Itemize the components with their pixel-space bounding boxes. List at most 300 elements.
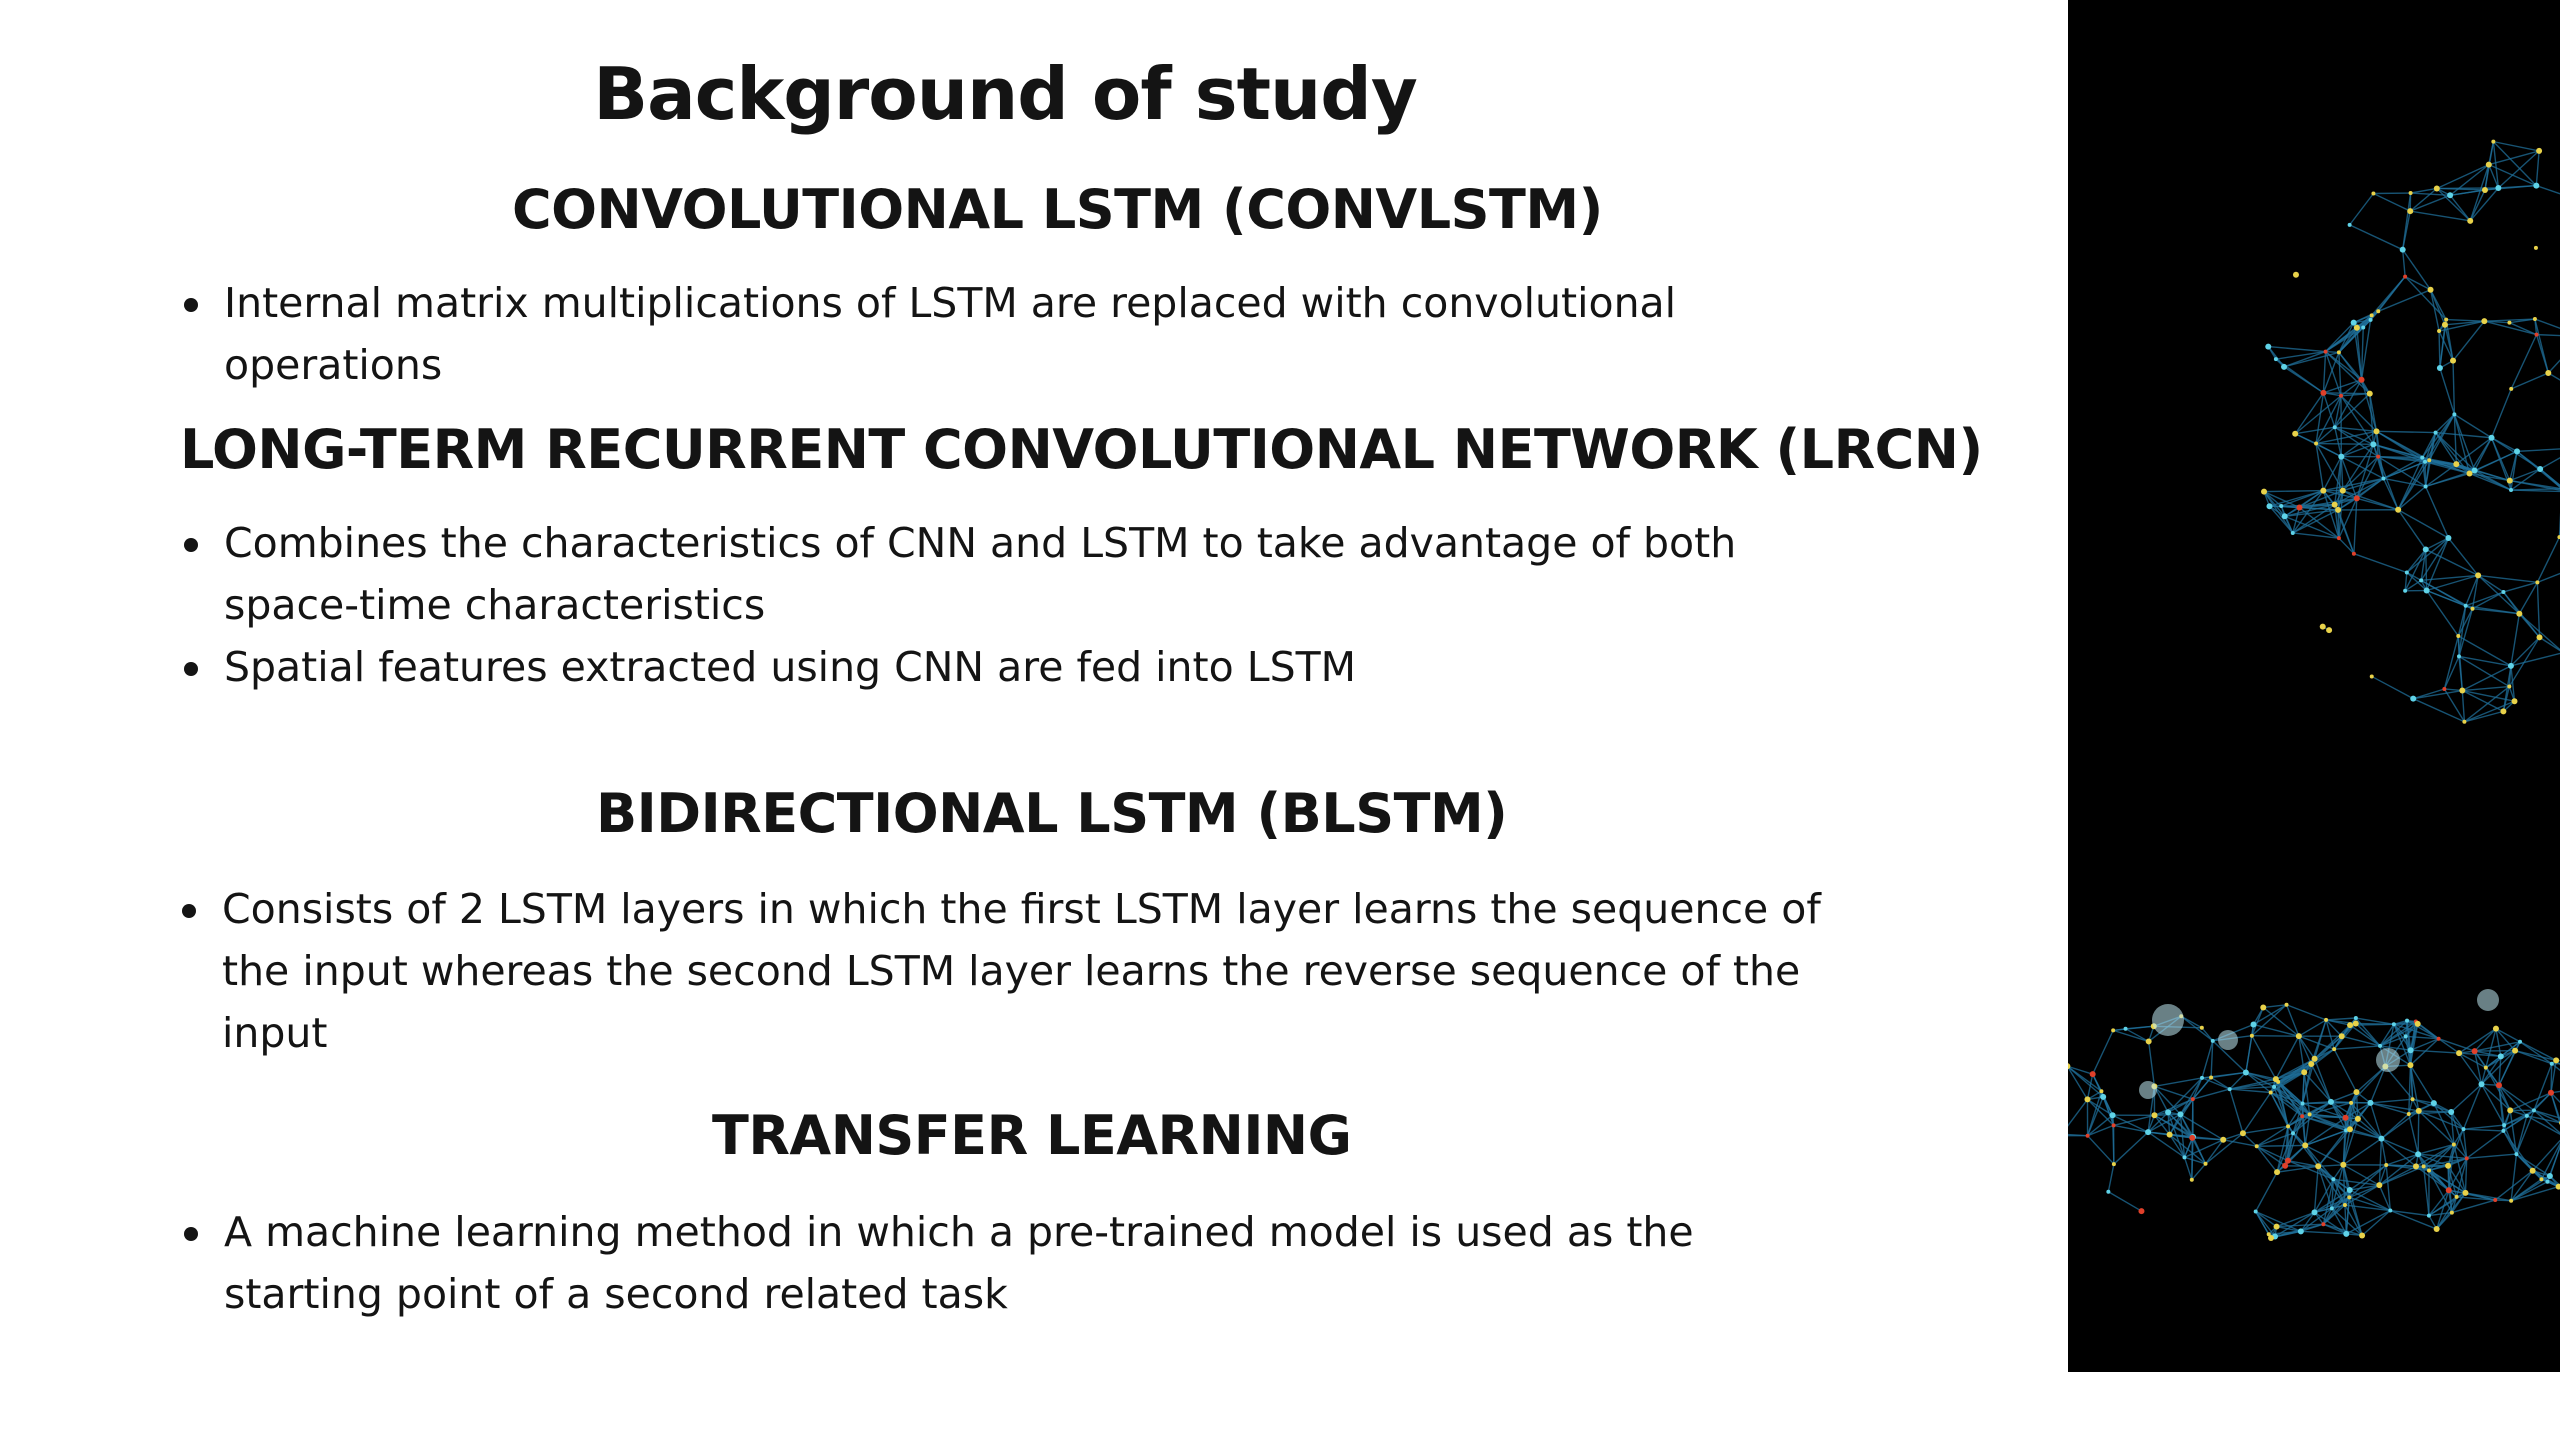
mesh-link bbox=[2536, 151, 2539, 186]
mesh-node bbox=[2448, 1109, 2454, 1115]
mesh-node bbox=[2537, 634, 2543, 640]
mesh-node bbox=[2388, 1209, 2392, 1213]
mesh-node bbox=[2479, 1081, 2485, 1087]
mesh-node bbox=[2453, 461, 2459, 467]
mesh-node bbox=[2191, 1097, 2195, 1101]
mesh-node bbox=[2459, 688, 2465, 694]
mesh-node bbox=[2343, 1231, 2349, 1237]
mesh-node bbox=[2279, 504, 2283, 508]
mesh-node bbox=[2427, 1168, 2431, 1172]
mesh-node bbox=[2428, 287, 2434, 293]
mesh-node bbox=[2354, 325, 2360, 331]
mesh-node bbox=[2340, 488, 2346, 494]
mesh-node bbox=[2190, 1178, 2194, 1182]
mesh-node bbox=[2320, 488, 2326, 494]
mesh-node bbox=[2392, 1022, 2396, 1026]
mesh-node bbox=[2359, 1232, 2365, 1238]
mesh-link bbox=[2472, 592, 2503, 609]
mesh-link bbox=[2068, 1066, 2103, 1097]
mesh-node bbox=[2507, 685, 2511, 689]
mesh-node bbox=[2373, 428, 2379, 434]
mesh-node bbox=[2450, 1211, 2454, 1215]
section-heading-lrcn: LONG-TERM RECURRENT CONVOLUTIONAL NETWORK (LRCN) bbox=[180, 418, 1983, 481]
mesh-link bbox=[2489, 142, 2494, 165]
mesh-node bbox=[2265, 344, 2271, 350]
mesh-node bbox=[2332, 1047, 2336, 1051]
mesh-node bbox=[2502, 1123, 2506, 1127]
mesh-link bbox=[2211, 1072, 2246, 1077]
neural-network-mesh-icon bbox=[2068, 0, 2560, 1372]
list-item bbox=[184, 272, 1884, 396]
mesh-link bbox=[2486, 1068, 2510, 1111]
mesh-link bbox=[2192, 1164, 2206, 1180]
mesh-node bbox=[2145, 1129, 2151, 1135]
mesh-node bbox=[2189, 1135, 2195, 1141]
mesh-node bbox=[2424, 588, 2430, 594]
mesh-node bbox=[2482, 187, 2488, 193]
mesh-node bbox=[2328, 1099, 2334, 1105]
mesh-link bbox=[2350, 225, 2403, 250]
section-heading-blstm: BIDIRECTIONAL LSTM (BLSTM) bbox=[596, 782, 1508, 845]
mesh-node bbox=[2423, 546, 2429, 552]
mesh-node bbox=[2518, 1040, 2522, 1044]
mesh-node bbox=[2343, 1115, 2349, 1121]
mesh-link bbox=[2450, 195, 2470, 221]
mesh-link bbox=[2343, 1139, 2381, 1165]
mesh-node bbox=[2250, 1034, 2254, 1038]
mesh-node bbox=[2292, 431, 2298, 437]
mesh-node bbox=[2100, 1094, 2106, 1100]
mesh-node bbox=[2348, 223, 2352, 227]
mesh-node bbox=[2324, 1018, 2328, 1022]
bullet-list-lrcn bbox=[184, 512, 1844, 698]
mesh-link bbox=[2418, 1111, 2419, 1154]
mesh-node bbox=[2493, 1026, 2499, 1032]
mesh-link bbox=[2493, 142, 2536, 186]
mesh-link bbox=[2284, 352, 2326, 367]
mesh-link bbox=[2354, 554, 2407, 573]
mesh-link bbox=[2439, 331, 2440, 368]
mesh-node bbox=[2359, 377, 2365, 383]
mesh-node bbox=[2419, 578, 2423, 582]
mesh-node bbox=[2534, 246, 2538, 250]
mesh-node bbox=[2532, 1108, 2536, 1112]
mesh-link bbox=[2068, 1099, 2087, 1134]
mesh-node bbox=[2509, 1199, 2513, 1203]
mesh-node bbox=[2286, 1124, 2290, 1128]
mesh-node bbox=[2405, 570, 2409, 574]
mesh-link bbox=[2426, 549, 2427, 590]
slide-title: Background of study bbox=[593, 52, 1417, 136]
mesh-node bbox=[2512, 1048, 2518, 1054]
mesh-node bbox=[2472, 467, 2478, 473]
mesh-link bbox=[2252, 1036, 2276, 1079]
mesh-link bbox=[2357, 498, 2398, 509]
mesh-node bbox=[2338, 454, 2344, 460]
mesh-node bbox=[2332, 502, 2338, 508]
mesh-node bbox=[2535, 333, 2539, 337]
mesh-node bbox=[2434, 1226, 2440, 1232]
mesh-link bbox=[2193, 1089, 2230, 1099]
mesh-link bbox=[2381, 1139, 2416, 1167]
mesh-node bbox=[2409, 191, 2413, 195]
mesh-node bbox=[2274, 357, 2278, 361]
mesh-node bbox=[2415, 1021, 2421, 1027]
mesh-node bbox=[2337, 350, 2341, 354]
mesh-node bbox=[2352, 552, 2356, 556]
mesh-link bbox=[2556, 1060, 2560, 1087]
mesh-node bbox=[2250, 1022, 2256, 1028]
mesh-node bbox=[2112, 1162, 2116, 1166]
mesh-node bbox=[2545, 1180, 2549, 1184]
mesh-link bbox=[2434, 1103, 2464, 1129]
mesh-link bbox=[2354, 498, 2357, 553]
mesh-node bbox=[2321, 1222, 2325, 1226]
mesh-link bbox=[2114, 1115, 2155, 1125]
mesh-node bbox=[2274, 1169, 2280, 1175]
mesh-link bbox=[2376, 431, 2435, 432]
mesh-node bbox=[2211, 1039, 2215, 1043]
mesh-link bbox=[2439, 1039, 2459, 1053]
mesh-node bbox=[2146, 1038, 2152, 1044]
bullet-dot bbox=[182, 904, 196, 918]
mesh-node bbox=[2423, 460, 2427, 464]
mesh-node bbox=[2370, 441, 2376, 447]
mesh-node bbox=[2400, 247, 2406, 253]
mesh-node bbox=[2331, 1177, 2335, 1181]
mesh-node bbox=[2507, 321, 2511, 325]
list-item bbox=[182, 878, 1842, 1064]
mesh-node bbox=[2450, 358, 2456, 364]
mesh-link bbox=[2439, 1039, 2475, 1051]
mesh-link bbox=[2520, 1042, 2556, 1061]
mesh-link bbox=[2277, 1227, 2301, 1232]
mesh-node bbox=[2420, 456, 2424, 460]
mesh-node bbox=[2508, 663, 2514, 669]
mesh-link bbox=[2548, 336, 2560, 373]
mesh-link bbox=[2446, 320, 2484, 322]
mesh-node bbox=[2320, 390, 2326, 396]
mesh-node bbox=[2395, 507, 2401, 513]
mesh-node bbox=[2545, 370, 2551, 376]
mesh-link bbox=[2418, 1024, 2439, 1039]
mesh-node bbox=[2500, 708, 2506, 714]
mesh-link bbox=[2467, 1131, 2504, 1158]
mesh-link bbox=[2436, 433, 2492, 438]
mesh-node bbox=[2452, 412, 2456, 416]
mesh-link bbox=[2464, 1125, 2505, 1129]
mesh-link bbox=[2451, 1084, 2481, 1112]
mesh-link bbox=[2068, 1066, 2101, 1091]
bullet-text: A machine learning method in which a pre-trained model is used as the starting point of a second related task bbox=[224, 1208, 1694, 1318]
mesh-node bbox=[2110, 1112, 2116, 1118]
mesh-link bbox=[2246, 1025, 2254, 1073]
mesh-node bbox=[2456, 1050, 2462, 1056]
mesh-node bbox=[2353, 1089, 2359, 1095]
mesh-node bbox=[2347, 1126, 2353, 1132]
mesh-node bbox=[2553, 1057, 2559, 1063]
mesh-node bbox=[2326, 627, 2332, 633]
mesh-node bbox=[2355, 1116, 2361, 1122]
mesh-link bbox=[2381, 1139, 2418, 1155]
mesh-node bbox=[2308, 1112, 2312, 1116]
mesh-node bbox=[2370, 674, 2374, 678]
mesh-node bbox=[2462, 1190, 2468, 1196]
mesh-node bbox=[2462, 1127, 2466, 1131]
mesh-node bbox=[2260, 1004, 2266, 1010]
mesh-link bbox=[2537, 562, 2560, 583]
mesh-link bbox=[2427, 538, 2449, 590]
mesh-node bbox=[2240, 1130, 2246, 1136]
neural-network-mesh-image bbox=[2068, 0, 2560, 1372]
mesh-node bbox=[2489, 435, 2495, 441]
mesh-link bbox=[2192, 1099, 2193, 1138]
mesh-link bbox=[2378, 457, 2398, 510]
mesh-node bbox=[2548, 1090, 2554, 1096]
mesh-link bbox=[2370, 1066, 2385, 1102]
mesh-link bbox=[2540, 448, 2560, 469]
mesh-node bbox=[2285, 1003, 2289, 1007]
mesh-node bbox=[2200, 1026, 2204, 1030]
mesh-link bbox=[2403, 193, 2411, 250]
bullet-text: Spatial features extracted using CNN are fed into LSTM bbox=[224, 643, 1357, 691]
mesh-link bbox=[2537, 335, 2560, 337]
mesh-link bbox=[2534, 1064, 2552, 1111]
mesh-node bbox=[2481, 318, 2487, 324]
mesh-node bbox=[2415, 1151, 2421, 1157]
mesh-node bbox=[2370, 313, 2374, 317]
mesh-link bbox=[2093, 1030, 2113, 1074]
mesh-node bbox=[2266, 503, 2272, 509]
mesh-link bbox=[2398, 487, 2425, 510]
mesh-link bbox=[2398, 510, 2448, 538]
bullet-list-blstm bbox=[182, 878, 1842, 1064]
mesh-link bbox=[2466, 592, 2504, 606]
mesh-node bbox=[2200, 1076, 2204, 1080]
mesh-link bbox=[2411, 1050, 2459, 1053]
bullet-dot bbox=[184, 298, 198, 312]
mesh-node bbox=[2335, 507, 2341, 513]
mesh-node bbox=[2413, 1163, 2419, 1169]
mesh-node bbox=[2462, 720, 2466, 724]
mesh-node bbox=[2330, 1206, 2334, 1210]
mesh-node bbox=[2407, 1112, 2411, 1116]
mesh-node bbox=[2533, 183, 2539, 189]
mesh-link bbox=[2370, 1099, 2412, 1103]
mesh-node bbox=[2455, 1195, 2459, 1199]
mesh-node bbox=[2475, 572, 2481, 578]
mesh-link bbox=[2264, 491, 2323, 492]
mesh-node bbox=[2349, 1101, 2353, 1105]
mesh-node bbox=[2427, 1214, 2431, 1218]
mesh-node bbox=[2111, 1028, 2115, 1032]
mesh-node bbox=[2447, 192, 2453, 198]
mesh-node bbox=[2099, 1089, 2103, 1093]
mesh-node bbox=[2437, 1037, 2441, 1041]
mesh-node bbox=[2301, 1101, 2305, 1105]
mesh-node bbox=[2424, 485, 2428, 489]
mesh-link bbox=[2323, 393, 2369, 394]
mesh-node bbox=[2465, 1156, 2469, 1160]
mesh-link bbox=[2398, 510, 2426, 550]
mesh-node bbox=[2405, 1019, 2409, 1023]
mesh-node bbox=[2514, 1152, 2518, 1156]
mesh-node bbox=[2112, 1123, 2116, 1127]
mesh-link bbox=[2492, 389, 2512, 438]
mesh-node bbox=[2243, 1069, 2249, 1075]
mesh-node bbox=[2333, 425, 2337, 429]
mesh-node bbox=[2312, 1056, 2318, 1062]
mesh-node bbox=[2268, 1235, 2274, 1241]
mesh-link bbox=[2257, 1146, 2277, 1172]
mesh-node bbox=[2106, 1190, 2110, 1194]
mesh-node bbox=[2261, 489, 2267, 495]
mesh-link bbox=[2088, 1136, 2114, 1164]
mesh-link bbox=[2315, 1059, 2331, 1102]
mesh-link bbox=[2192, 1138, 2223, 1140]
mesh-link bbox=[2410, 195, 2450, 211]
mesh-node bbox=[2403, 275, 2407, 279]
mesh-node bbox=[2507, 1107, 2513, 1113]
bullet-text: Internal matrix multiplications of LSTM are replaced with convolutional operations bbox=[224, 279, 1677, 389]
mesh-link bbox=[2149, 1041, 2155, 1086]
mesh-node bbox=[2285, 1158, 2291, 1164]
mesh-link bbox=[2426, 549, 2478, 575]
mesh-node bbox=[2501, 590, 2505, 594]
mesh-node bbox=[2550, 1062, 2554, 1066]
mesh-node bbox=[2411, 1097, 2415, 1101]
mesh-node bbox=[2384, 1163, 2388, 1167]
mesh-node bbox=[2308, 1061, 2314, 1067]
mesh-node bbox=[2509, 387, 2513, 391]
mesh-node bbox=[2472, 1048, 2478, 1054]
mesh-node bbox=[2272, 1085, 2276, 1089]
mesh-node bbox=[2493, 1198, 2497, 1202]
mesh-node bbox=[2407, 1062, 2413, 1068]
mesh-node bbox=[2371, 191, 2375, 195]
mesh-node bbox=[2311, 1209, 2317, 1215]
mesh-node bbox=[2442, 322, 2448, 328]
mesh-node bbox=[2138, 1208, 2144, 1214]
mesh-node bbox=[2339, 1033, 2345, 1039]
mesh-node bbox=[2320, 624, 2326, 630]
mesh-node bbox=[2084, 1096, 2090, 1102]
mesh-link bbox=[2184, 1157, 2191, 1179]
mesh-link bbox=[2326, 320, 2371, 352]
mesh-node bbox=[2442, 687, 2446, 691]
mesh-node bbox=[2300, 1114, 2304, 1118]
mesh-node bbox=[2298, 1228, 2304, 1234]
mesh-node bbox=[2347, 1187, 2353, 1193]
mesh-link bbox=[2533, 1136, 2560, 1170]
mesh-link bbox=[2332, 1208, 2346, 1234]
mesh-node bbox=[2486, 162, 2492, 168]
mesh-link bbox=[2429, 1190, 2449, 1215]
mesh-node bbox=[2209, 1076, 2213, 1080]
mesh-link bbox=[2551, 1064, 2552, 1093]
mesh-node bbox=[2090, 1071, 2096, 1077]
mesh-node bbox=[2376, 1182, 2382, 1188]
mesh-node bbox=[2444, 318, 2448, 322]
bullet-text: Consists of 2 LSTM layers in which the first LSTM layer learns the sequence of the input whereas the second LSTM layer learns the reverse sequence of the input bbox=[222, 885, 1821, 1057]
mesh-link bbox=[2114, 1132, 2148, 1164]
mesh-node bbox=[2347, 1022, 2353, 1028]
mesh-node bbox=[2269, 1090, 2273, 1094]
mesh-link bbox=[2230, 1089, 2271, 1092]
mesh-node bbox=[2343, 1203, 2347, 1207]
mesh-node bbox=[2274, 1224, 2280, 1230]
mesh-node bbox=[2464, 604, 2468, 608]
mesh-node bbox=[2182, 1155, 2186, 1159]
mesh-link bbox=[2515, 1051, 2552, 1064]
mesh-link bbox=[2482, 1084, 2511, 1110]
mesh-node bbox=[2376, 309, 2380, 313]
mesh-link bbox=[2548, 373, 2560, 394]
mesh-node bbox=[2254, 1210, 2258, 1214]
mesh-glow bbox=[2376, 1048, 2400, 1072]
mesh-node bbox=[2124, 1027, 2128, 1031]
mesh-glow bbox=[2139, 1081, 2157, 1099]
mesh-link bbox=[2511, 469, 2540, 490]
mesh-node bbox=[2501, 1129, 2505, 1133]
mesh-node bbox=[2314, 442, 2318, 446]
mesh-node bbox=[2291, 531, 2295, 535]
mesh-node bbox=[2378, 1044, 2382, 1048]
mesh-node bbox=[2539, 1177, 2543, 1181]
mesh-link bbox=[2256, 1172, 2277, 1211]
mesh-node bbox=[2408, 1047, 2414, 1053]
mesh-cluster bbox=[2068, 1003, 2560, 1241]
list-item bbox=[184, 512, 1844, 636]
mesh-node bbox=[2376, 455, 2380, 459]
bullet-dot bbox=[184, 662, 198, 676]
mesh-node bbox=[2228, 1087, 2232, 1091]
mesh-node bbox=[2445, 1163, 2451, 1169]
mesh-node bbox=[2086, 1134, 2090, 1138]
mesh-link bbox=[2517, 448, 2560, 451]
mesh-link bbox=[2511, 335, 2536, 389]
mesh-link bbox=[2535, 319, 2548, 373]
mesh-link bbox=[2536, 186, 2560, 201]
mesh-link bbox=[2181, 1016, 2202, 1027]
mesh-node bbox=[2445, 535, 2451, 541]
mesh-link bbox=[2534, 1093, 2551, 1111]
mesh-node bbox=[2467, 218, 2473, 224]
mesh-node bbox=[2367, 1100, 2373, 1106]
mesh-node bbox=[2301, 1069, 2307, 1075]
mesh-node bbox=[2547, 1173, 2553, 1179]
mesh-node bbox=[2437, 365, 2443, 371]
mesh-node bbox=[2351, 320, 2357, 326]
list-item bbox=[184, 1201, 1824, 1325]
bullet-text: Combines the characteristics of CNN and LSTM to take advantage of both space-time characteristics bbox=[224, 519, 1737, 629]
mesh-glow bbox=[2152, 1004, 2184, 1036]
mesh-node bbox=[2204, 1162, 2208, 1166]
mesh-link bbox=[2334, 1046, 2380, 1049]
mesh-link bbox=[2285, 1166, 2318, 1167]
mesh-link bbox=[2268, 347, 2325, 352]
mesh-link bbox=[2373, 193, 2410, 211]
bullet-list-convlstm bbox=[184, 272, 1884, 396]
mesh-node bbox=[2403, 589, 2407, 593]
mesh-link bbox=[2338, 510, 2354, 554]
mesh-link bbox=[2316, 444, 2373, 445]
mesh-link bbox=[2181, 1016, 2213, 1041]
mesh-link bbox=[2467, 1154, 2517, 1158]
mesh-node bbox=[2434, 185, 2440, 191]
mesh-node bbox=[2255, 1144, 2259, 1148]
mesh-node bbox=[2337, 536, 2341, 540]
